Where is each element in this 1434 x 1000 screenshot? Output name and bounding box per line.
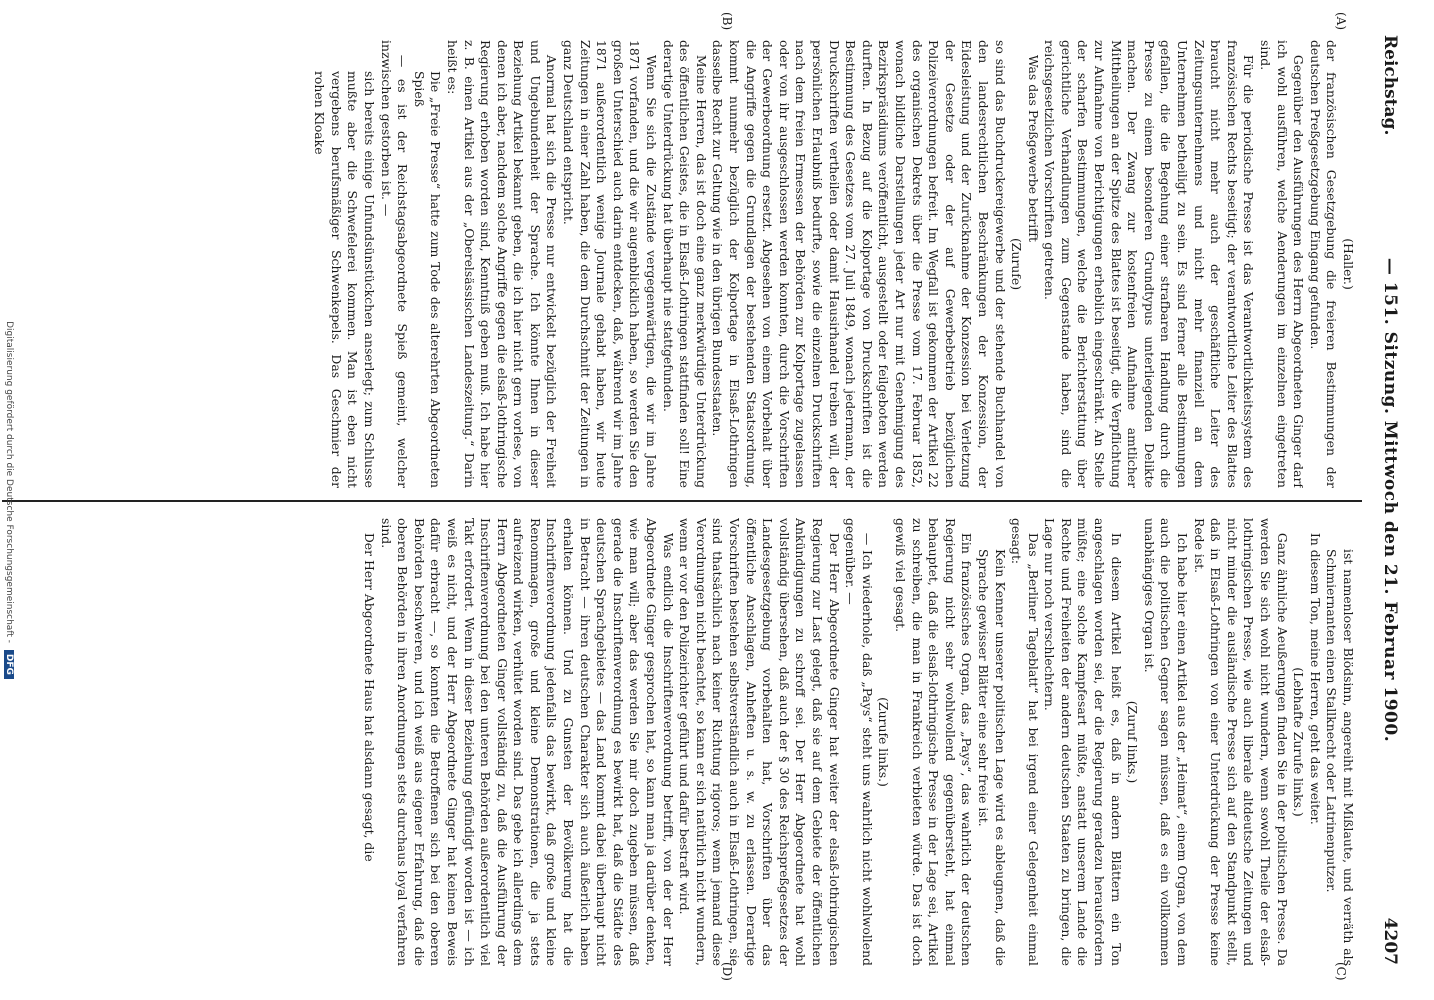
paragraph: so sind das Buchdruckereigewerbe und der stehende Buchhandel von den landesrechtlichen Beschränkungen der Konzession, der Eidesleistung und der Zurücknahme der Konzession bei Verletzung der Gesetze oder der auf Gewerbebetrieb bezüglichen Polizeiverordnungen befreit. Im Wegfall ist gekommen der Artikel 22 des organischen Dekrets über die Presse vom 17. Februar 1852, wonach bildliche Darstellungen jeder Art nur mit Genehmigung des Bezirkspräsidiums veröffentlicht, ausgestellt oder feilgeboten werden durften. In Bezug auf die Kolportage von Druckschriften ist die Bestimmung des Gesetzes vom 27. Juli 1849, wonach jedermann, der Druckschriften vertheilen oder damit Hausirhandel treiben will, der persönlichen Erlaubniß bedurfte, sowie die einzelnen Druckschriften nach dem freien Ermessen der Behörden zur Kolportage zugelassen oder von ihr ausgeschlossen werden konnten, durch die Vorschriften der Gewerbeordnung ersetzt. Abgesehen von einem Vorbehalt über die Angriffe gegen die Grundlagen der bestehenden Staatsordnung, kommt nunmehr bezüglich der Kolportage in Elsaß-Lothringen dasselbe Recht zur Geltung wie in den übrigen Bundesstaaten.: [710, 40, 1008, 488]
paragraph: Für die periodische Presse ist das Verantwortlichkeitssystem des französischen Rechts beseitigt; der verantwortliche Leiter des Blattes braucht nicht mehr auch der geschäftliche Leiter des Zeitungsunternehmens und nicht mehr finanziell an dem Unternehmen betheiligt zu sein. Es sind ferner alle Bestimmungen gefallen, die die Begehung einer strafbaren Handlung durch die Presse zu einem besonderen Grundtypus unterliegenden Delikte machen. Der Zwang zur kostenfreien Aufnahme amtlicher Mittheilungen an der Spitze des Blattes ist beseitigt, die Verpflichtung zur Aufnahme von Berichtigungen erheblich eingeschränkt. An Stelle der scharfen Bestimmungen, welche die Berichterstattung über gerichtliche Verhandlungen zum Gegenstande haben, sind die reichsgesetzlichen Vorschriften getreten.: [1042, 40, 1257, 488]
margin-marker-c: (C): [1334, 962, 1348, 981]
paragraph: Anormal hat sich die Presse nur entwickelt bezüglich der Freiheit und Ungebundenheit der Sprache. Ich könnte Ihnen in dieser Beziehung Artikel bekannt geben, die ich hier nicht gern vorlese, von denen ich aber, nachdem solche Angriffe gegen die elsaß-lothringische Regierung erhoben worden sind, Kenntniß geben muß. Ich habe hier z. B. einen Artikel aus der „Oberelsässischen Landeszeitung.“ Darin heißt es:: [444, 40, 560, 488]
right-column: [6, 518, 1356, 966]
paragraph: Der Herr Abgeordnete Haus hat alsdann gesagt, die: [361, 532, 377, 862]
interjection: (Lebhafte Zurufe links.): [1291, 667, 1307, 817]
margin-marker-a: (A): [1334, 12, 1348, 31]
margin-marker-b: (B): [720, 12, 734, 31]
column-divider: [2, 500, 1362, 502]
interjection: (Zurufe links.): [876, 697, 892, 787]
paragraph: — Ich wiederhole, daß „Pays“ steht uns wahrlich nicht wohlwollend gegenüber. —: [843, 518, 875, 966]
paragraph: Was endlich die Inschriftenverordnung betrifft, von der der Herr Abgeordnete Ginger gesprochen hat, so kann man ja darüber denken, wie man will; aber das werden Sie mir doch zugeben müssen, daß gerade die Inschriftenverordnung es bewirkt hat, daß die Städte des deutschen Sprachgebietes — das Land kommt dabei überhaupt nicht in Betracht — ihren deutschen Charakter sich auch äußerlich haben erhalten können. Und zu Gunsten der Bevölkerung hat die Inschriftenverordnung jedenfalls das bewirkt, daß große und kleine Renommagen, große und kleine Demonstrationen, die ja stets aufreizend wirken, verhütet worden sind. Das gebe ich allerdings dem Herrn Abgeordneten Ginger vollständig zu, daß die Ausführung der Inschriftenverordnung bei den unteren Behörden außerordentlich viel Takt erfordert. Wenn in dieser Beziehung gefündigt worden ist — ich weiß es nicht, und der Herr Abgeordnete Ginger hat keinen Beweis dafür erbracht —, so konnten die Betroffenen sich bei den oberen Behörden beschweren, und ich weiß aus eigener Erfahrung, daß die oberen Behörden in ihren Anordnungen stets durchaus loyal verfahren sind.: [378, 518, 676, 966]
paragraph: Ganz ähnliche Aeußerungen finden Sie in der politischen Presse. Da werden Sie sich wohl nicht wundern, wenn sowohl Theile der elsaß-lothringischen Presse, wie auch liberale altdeutsche Zeitungen und nicht minder die ausländische Presse sich auf den Standpunkt stellt, daß in Elsaß-Lothringen von einer Unterdrückung der Presse keine Rede ist.: [1191, 518, 1290, 966]
quotation: ist namenloser Blödsinn, angereiht mit Mißlaute, und verräth als Schmiernanten einen Stallknecht oder Latrinenputzer.: [1324, 549, 1356, 966]
left-column: [6, 40, 1356, 488]
quotation: Kein Kenner unserer politischen Lage wird es ableugnen, daß die Sprache gewisser Blätter eine sehr freie ist.: [975, 549, 1008, 966]
header-session: — 151. Sitzung. Mittwoch den 21. Februar 1900.: [1380, 257, 1400, 743]
paragraph: Meine Herren, das ist doch eine ganz merkwürdige Unterdrückung des öffentlichen Geistes, die in Elsaß-Lothringen stattfinden soll! Eine derartige Unterdrückung hat überhaupt nie stattgefunden.: [660, 40, 709, 488]
page-number: 4207: [1380, 917, 1400, 965]
paragraph: Das „Berliner Tageblatt“ hat bei irgend einer Gelegenheit einmal gesagt:: [1009, 518, 1041, 966]
paragraph: In diesem Ton, meine Herren, geht das weiter.: [1307, 532, 1323, 825]
interjection: (Zurufe): [1009, 237, 1025, 291]
paragraph: Wenn Sie sich die Zustände vergegenwärtigen, die wir im Jahre 1871 vorfanden, und die wir augenblicklich haben, so werden Sie den großen Unterschied auch darin entdecken, daß, während wir im Jahre 1871 außerordentlich wenige Journale gehabt haben, wir heute Zeitungen in einer Zahl haben, die dem Durchschnitt der Zeitungen in ganz Deutschland entspricht.: [561, 40, 660, 488]
paragraph: Ein französisches Organ, das „Pays“, das wahrlich der deutschen Regierung nicht sehr wohlwollend gegenübersteht, hat einmal behauptet, daß die elsaß-lothringische Presse in der Lage sei, Artikel zu schreiben, die man in Frankreich verbieten würde. Das ist doch gewiß viel gesagt.: [892, 518, 975, 966]
dfg-logo: DFG: [4, 650, 14, 679]
margin-marker-d: (D): [720, 962, 734, 981]
quotation: Die „Freie Presse“ hatte zum Tode des alterehrten Abgeordneten Spieß: [411, 71, 444, 488]
paragraph: Was das Preßgewerbe betrifft: [1025, 54, 1041, 242]
digitization-credit: [4, 0, 14, 1000]
quotation: sich bereits einige Unfundsünstückchen anserlegt; zum Schlusse mußte aber die Schwefelerei kommen. Man ist eben nicht vergebens berufsmäßiger Schwenkepels. Das Geschmier der rohen Kloake: [312, 71, 377, 488]
paragraph: der französischen Gesetzgebung die freieren Bestimmungen der deutschen Preßgesetzgebung Eingang gefunden.: [1307, 40, 1340, 488]
paragraph: Der Herr Abgeordnete Ginger hat weiter der elsaß-lothringischen Regierung zur Last gelegt, daß sie auf dem Gebiete der öffentlichen Ankündigungen zu schroff sei. Der Herr Abgeordnete hat wohl vollständig übersehen, daß auch der § 30 des Reichspreßgesetzes der Landesgesetzgebung vorbehalten hat, Vorschriften über das öffentliche Anschlagen, Anheften u. s. w. zu erlassen. Derartige Vorschriften bestehen selbstverständlich auch in Elsaß-Lothringen, sie sind thatsächlich nach keiner Richtung rigoros; wenn jemand diese Verordnungen nicht beachtet, so kann er sich natürlich nicht wundern, wenn er vor den Polizeirichter geführt und dafür bestraft wird.: [677, 518, 842, 966]
credit-text: Digitalisierung gefördert durch die Deutsche Forschungsgemeinschaft -: [4, 321, 14, 643]
paragraph: Gegenüber den Ausführungen des Herrn Abgeordneten Ginger darf ich wohl ausführen, welche Aenderungen im einzelnen eingetreten sind.: [1258, 40, 1307, 488]
header-title: Reichstag.: [1380, 35, 1400, 136]
paragraph: — es ist der Reichstagsabgeordnete Spieß gemeint, welcher inzwischen gestorben ist. —: [378, 40, 411, 488]
paragraph: Ich habe hier einen Artikel aus der „Heimat“, einem Organ, von dem auch die politischen Gegner sagen müssen, daß es ein vollkommen unabhängiges Organ ist.: [1141, 518, 1191, 966]
interjection: (Zuruf links.): [1125, 700, 1141, 784]
page-header: [1374, 35, 1400, 965]
paragraph: In diesem Artikel heißt es, daß in andern Blättern ein Ton angeschlagen worden sei, der die Regierung geradezu herausfordern müßte; eine solche Kampfesart müßte, anstatt unserem Lande die Rechte und Freiheiten der andern deutschen Staaten zu bringen, die Lage nur noch verschlechtern.: [1042, 518, 1124, 966]
speaker-name: (Haller.): [1341, 238, 1356, 290]
